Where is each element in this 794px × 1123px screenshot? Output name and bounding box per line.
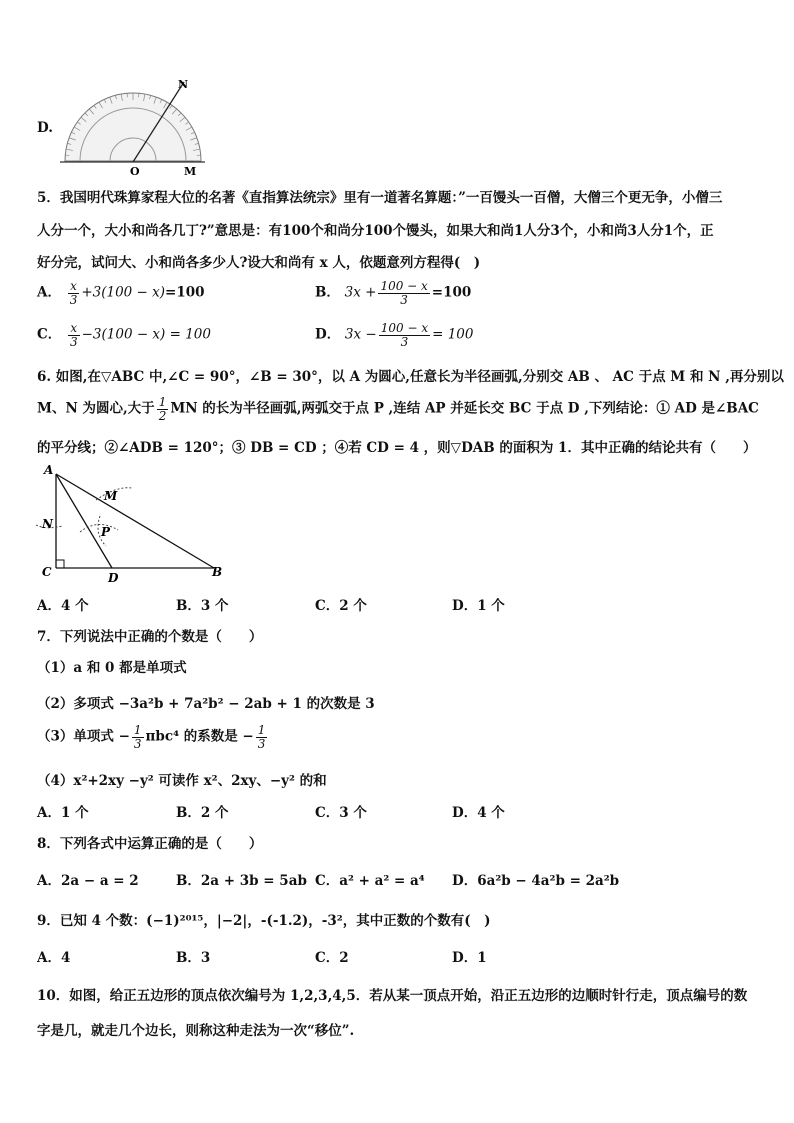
q7-statement-3 (37, 724, 269, 750)
equals: =100 (431, 284, 472, 301)
numerator: 1 (133, 723, 142, 737)
q7-option-b: B．2 个 (176, 805, 229, 821)
q9-option-d: D．1 (452, 950, 487, 966)
fraction (378, 280, 429, 306)
numerator: 1 (257, 723, 266, 737)
q10-line-2: 字是几，就走几个边长，则称这种走法为一次“移位”. (37, 1023, 355, 1039)
q7-statement-4: （4）x²+2xy −y² 可读作 x²、2xy、−y² 的和 (37, 773, 327, 789)
expression: = 100 (432, 326, 474, 343)
expression: +3(100 − x) (81, 284, 166, 301)
denominator: 3 (69, 334, 78, 349)
q9-option-c: C．2 (315, 950, 349, 966)
text: πbc⁴ 的系数是 − (145, 728, 254, 745)
q6-option-d: D．1 个 (452, 598, 505, 614)
q8-option-b: B．2a + 3b = 5ab (176, 873, 307, 889)
numerator: 100 − x (380, 279, 428, 293)
q4-option-d-label: D. (37, 120, 53, 136)
q8-option-c: C．a² + a² = a⁴ (315, 873, 425, 889)
text: MN 的长为半径画弧,两弧交于点 P ,连结 AP 并延长交 BC 于点 D ,下列结论：① AD 是∠BAC (170, 400, 759, 417)
fraction (68, 322, 80, 348)
q9-option-a: A．4 (37, 950, 71, 966)
fraction-half (157, 396, 169, 422)
q10-line-1: 10．如图，给正五边形的顶点依次编号为 1,2,3,4,5．若从某一顶点开始，沿正五边形的边顺时针行走，顶点编号的数 (37, 988, 748, 1004)
expression: −3(100 − x) = 100 (81, 326, 211, 343)
side-ab (56, 474, 214, 568)
q7-option-c: C．3 个 (315, 805, 367, 821)
equals: =100 (165, 284, 205, 301)
q7-option-a: A．1 个 (37, 805, 89, 821)
label-n: N (42, 517, 53, 531)
protractor-figure (60, 76, 210, 176)
label-n: N (178, 78, 189, 91)
fraction (256, 724, 268, 750)
q9-stem: 9．已知 4 个数：(−1)²⁰¹⁵，|−2|，-(-1.2)，-3²，其中正数的个数有( ) (37, 913, 491, 929)
label-d: D (108, 571, 119, 585)
q5-line-1: 5．我国明代珠算家程大位的名著《直指算法统宗》里有一道著名算题：”一百馒头一百僧，大僧三个更无争，小僧三 (37, 190, 723, 206)
option-label: A． (37, 284, 61, 301)
denominator: 3 (69, 292, 78, 307)
text: （3）单项式 − (37, 728, 130, 745)
denominator: 3 (400, 292, 408, 307)
numerator: 100 − x (380, 321, 429, 335)
expression: 3x − (344, 326, 377, 343)
q6-line-2 (37, 396, 759, 422)
protractor-body (65, 93, 201, 161)
label-m: M (184, 165, 197, 176)
q5-line-3: 好分完，试问大、小和尚各多少人?设大和尚有 x 人，依题意列方程得( ) (37, 255, 481, 271)
q5-line-2: 人分一个，大小和尚各几丁?”意思是：有100个和尚分100个馒头，如果大和尚1人分3个，小和尚3人分1个，正 (37, 223, 714, 239)
numerator: 1 (158, 395, 167, 409)
right-angle-mark (56, 560, 64, 568)
denominator: 3 (400, 334, 409, 349)
q5-option-a (37, 280, 205, 306)
q7-statement-2: （2）多项式 −3a²b + 7a²b² − 2ab + 1 的次数是 3 (37, 696, 375, 712)
q6-line-3: 的平分线；②∠ADB = 120°；③ DB = CD ；④若 CD = 4 ，则▽DAB 的面积为 1．其中正确的结论共有（ ） (37, 440, 757, 456)
q5-option-c (37, 322, 211, 348)
expression: 3x + (344, 284, 377, 301)
label-m: M (104, 489, 118, 503)
q7-stem: 7．下列说法中正确的个数是（ ） (37, 629, 263, 645)
label-c: C (42, 565, 52, 579)
label-a: A (44, 463, 54, 477)
q7-statement-1: （1）a 和 0 都是单项式 (37, 660, 187, 676)
label-b: B (212, 565, 223, 579)
q8-stem: 8．下列各式中运算正确的是（ ） (37, 836, 263, 852)
arc-p-1 (80, 524, 118, 532)
numerator: x (68, 280, 80, 294)
q6-option-b: B．3 个 (176, 598, 229, 614)
q6-line-1: 6. 如图,在▽ABC 中,∠C = 90°，∠B = 30°，以 A 为圆心,任意长为半径画弧,分别交 AB 、 AC 于点 M 和 N ,再分别以 (37, 369, 784, 385)
denominator: 3 (257, 736, 266, 751)
q8-option-d: D．6a²b − 4a²b = 2a²b (452, 873, 620, 889)
q8-option-a: A．2a − a = 2 (37, 873, 139, 889)
option-label: D． (315, 326, 341, 343)
q5-option-b (315, 280, 471, 306)
triangle-figure (36, 460, 236, 588)
q6-option-c: C．2 个 (315, 598, 367, 614)
q9-option-b: B．3 (176, 950, 211, 966)
q7-option-d: D．4 个 (452, 805, 505, 821)
q6-option-a: A．4 个 (37, 598, 89, 614)
fraction (379, 322, 430, 348)
fraction (132, 724, 144, 750)
fraction (68, 280, 80, 306)
numerator: x (68, 322, 80, 336)
denominator: 3 (133, 736, 142, 751)
q5-option-d (315, 322, 473, 348)
text: M、N 为圆心,大于 (37, 400, 155, 417)
label-o: O (130, 165, 140, 176)
option-label: B． (315, 284, 340, 301)
label-p: P (101, 525, 111, 539)
denominator: 2 (158, 408, 167, 423)
option-label: C． (37, 326, 62, 343)
